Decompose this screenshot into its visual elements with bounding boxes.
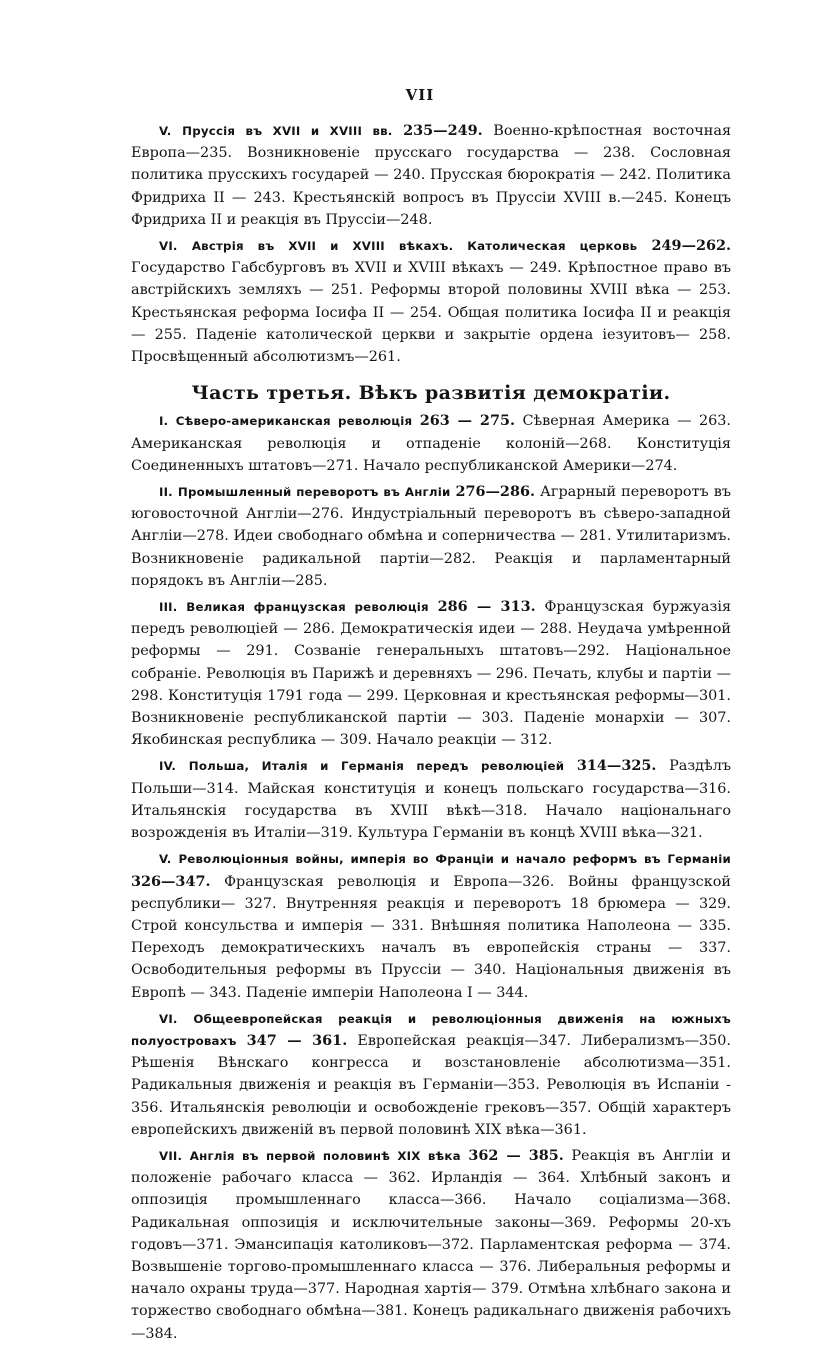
entry-heading: Сѣверо-американская революція xyxy=(175,414,413,429)
entry-pages: 276—286. xyxy=(455,483,535,501)
part-title: Часть третья. Вѣкъ развитія демократіи. xyxy=(191,382,671,405)
entry-heading: Австрія въ XVII и XVIII вѣкахъ. Католическая церковь xyxy=(191,239,638,254)
entry-body: Аграрный переворотъ въ юговосточной Англіи—276. Индустріальный переворотъ въ сѣверо-западной Англіи—278. Идеи свободнаго обмѣна и соперничества — 281. Утилитаризмъ. Возникновеніе радикальной партіи—282. Реакція и парламентарный порядокъ въ Англіи—285. xyxy=(131,484,731,589)
toc-entry xyxy=(131,410,731,477)
entry-numeral: VI. xyxy=(159,239,178,254)
toc-entry xyxy=(131,481,731,592)
entry-pages: 286 — 313. xyxy=(437,598,536,616)
toc-entry xyxy=(131,1145,731,1345)
entry-heading: Промышленный переворотъ въ Англіи xyxy=(177,485,451,500)
entry-numeral: I. xyxy=(159,414,169,429)
entry-numeral: IV. xyxy=(159,759,177,774)
toc-entry xyxy=(131,235,731,368)
entry-heading: Англія въ первой половинѣ XIX вѣка xyxy=(189,1148,461,1163)
entry-heading: Польша, Италія и Германія передъ революціей xyxy=(188,759,565,774)
entry-pages: 326—347. xyxy=(131,872,211,890)
entry-body: Военно-крѣпостная восточная Европа—235. Возникновеніе прусскаго государства — 238. Сословная политика прусскихъ государей — 240. Прусская бюрократія — 242. Политика Фридриха II — 243. Крестьянскій вопросъ въ Пруссіи XVIII в.—245. Конецъ Фридриха II и реакція въ Пруссіи—248. xyxy=(131,123,732,228)
entry-numeral: V. xyxy=(159,124,172,138)
entry-heading: Революціонныя войны, имперія во Франціи и начало реформъ въ Германіи xyxy=(178,852,731,867)
page-number: VII xyxy=(405,86,435,104)
entry-numeral: II. xyxy=(159,485,173,500)
table-of-contents xyxy=(131,120,731,1349)
entry-numeral: VI. xyxy=(159,1011,178,1026)
entry-body: Европейская реакція—347. Либерализмъ—350. Рѣшенія Вѣнскаго конгресса и возстановленіе абсолютизма—351. Радикальныя движенія и реакція въ Германіи—353. Революція въ Испаніи - 356. Итальянскія революціи и освобожденіе грековъ—357. Общій характеръ европейскихъ движеній въ первой половинѣ XIX вѣка—361. xyxy=(131,1032,731,1138)
toc-entry xyxy=(131,1008,731,1141)
entry-numeral: VII. xyxy=(159,1148,183,1163)
entry-pages: 263 — 275. xyxy=(419,412,515,430)
entry-body: Раздѣлъ Польши—314. Майская конституція и конецъ польскаго государства—316. Итальянскія государства въ XVIII вѣкѣ—318. Начало національнаго возрожденія въ Италіи—319. Культура Германіи въ концѣ XVIII вѣка—321. xyxy=(131,758,732,842)
entry-numeral: V. xyxy=(159,852,172,867)
entry-pages: 347 — 361. xyxy=(246,1031,348,1049)
entry-body: Сѣверная Америка — 263. Американская революція и отпаденіе колоній—268. Конституція Соединенныхъ штатовъ—271. Начало республиканской Америки—274. xyxy=(131,413,732,474)
toc-entry xyxy=(131,755,731,844)
entry-numeral: III. xyxy=(159,600,178,615)
toc-entry xyxy=(131,120,731,231)
entry-pages: 362 — 385. xyxy=(468,1146,564,1164)
entry-heading: Общеевропейская реакція и революціонныя движенія на южныхъ полуостровахъ xyxy=(131,1011,731,1048)
entry-pages: 235—249. xyxy=(403,122,483,139)
entry-pages: 314—325. xyxy=(576,757,657,775)
entry-body: Французская революція и Европа—326. Войны французской республики— 327. Внутренняя реакція и переворотъ 18 брюмера — 329. Строй консульства и имперія — 331. Внѣшняя политика Наполеона — 335. Переходъ демократическихъ началъ въ европейскія страны — 337. Освободительныя реформы въ Пруссіи — 340. Національныя движенія въ Европѣ — 343. Паденіе имперіи Наполеона I — 344. xyxy=(131,873,731,1001)
entry-heading: Пруссія въ XVII и XVIII вв. xyxy=(182,124,393,138)
toc-entry xyxy=(131,596,731,751)
toc-entry xyxy=(131,848,731,1003)
entry-body: Государство Габсбурговъ въ XVII и XVIII вѣкахъ — 249. Крѣпостное право въ австрійскихъ земляхъ — 251. Реформы второй половины XVIII вѣка — 253. Крестьянская реформа Іосифа II — 254. Общая политика Іосифа II и реакція — 255. Паденіе католической церкви и закрытіе ордена іезуитовъ— 258. Просвѣщенный абсолютизмъ—261. xyxy=(131,260,731,366)
entry-heading: Великая французская революція xyxy=(186,600,429,615)
entry-pages: 249—262. xyxy=(651,237,732,255)
entry-body: Реакція въ Англіи и положеніе рабочаго класса — 362. Ирландія — 364. Хлѣбный законъ и оппозиція промышленнаго класса—366. Начало соціализма—368. Радикальная оппозиція и исключительные законы—369. Реформы 20-хъ годовъ—371. Эмансипація католиковъ—372. Парламентская реформа — 374. Возвышеніе торгово-промышленнаго класса — 376. Либеральныя реформы и начало охраны труда—377. Народная хартія— 379. Отмѣна хлѣбнаго закона и торжество свободнаго обмѣна—381. Конецъ радикальнаго движенія рабочихъ—384. xyxy=(131,1147,731,1342)
entry-body: Французская буржуазія передъ революціей — 286. Демократическія идеи — 288. Неудача умѣренной реформы — 291. Созваніе генеральныхъ штатовъ—292. Національное собраніе. Революція въ Парижѣ и деревняхъ — 296. Печать, клубы и партіи — 298. Конституція 1791 года — 299. Церковная и крестьянская реформы—301. Возникновеніе республиканской партіи — 303. Паденіе монархіи — 307. Якобинская республика — 309. Начало реакціи — 312. xyxy=(131,599,732,749)
